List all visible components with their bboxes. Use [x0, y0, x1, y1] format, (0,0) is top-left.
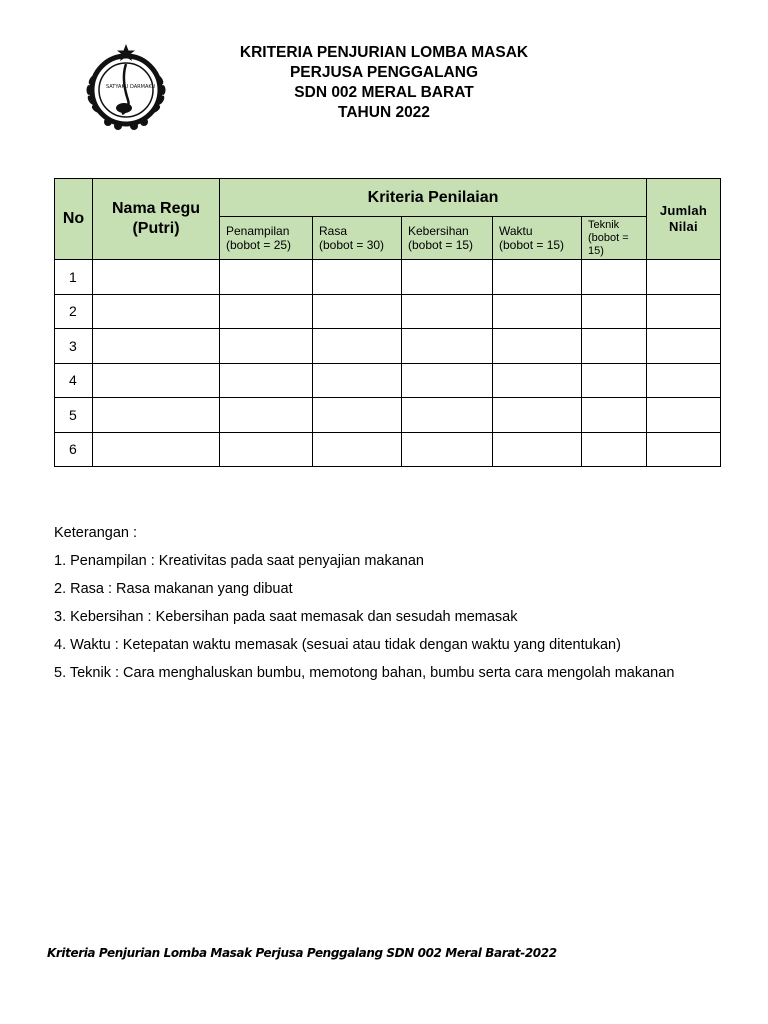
cell-penampilan[interactable]	[220, 363, 313, 398]
score-table	[54, 178, 721, 467]
criterion-weight: (bobot = 15)	[588, 231, 629, 257]
cell-nama-regu[interactable]	[93, 432, 220, 467]
header-jumlah-line: Nilai	[669, 219, 698, 234]
cell-rasa[interactable]	[313, 363, 402, 398]
cell-teknik[interactable]	[582, 260, 647, 295]
cell-kebersihan[interactable]	[402, 363, 493, 398]
criterion-header	[493, 217, 582, 260]
criterion-weight: (bobot = 15)	[499, 238, 565, 252]
cell-nama-regu[interactable]	[93, 294, 220, 329]
header-jumlah-line: Jumlah	[659, 203, 708, 218]
cell-penampilan[interactable]	[220, 398, 313, 433]
note-item: 1. Penampilan : Kreativitas pada saat penyajian makanan	[54, 553, 424, 569]
cell-rasa[interactable]	[313, 432, 402, 467]
cell-penampilan[interactable]	[220, 260, 313, 295]
row-number: 2	[55, 294, 93, 329]
title-line: SDN 002 MERAL BARAT	[294, 84, 474, 101]
cell-jumlah-nilai[interactable]	[647, 329, 721, 364]
criterion-weight: (bobot = 15)	[408, 238, 474, 252]
cell-penampilan[interactable]	[220, 294, 313, 329]
cell-rasa[interactable]	[313, 260, 402, 295]
cell-nama-regu[interactable]	[93, 260, 220, 295]
criterion-name: Penampilan	[226, 224, 290, 238]
criterion-header	[220, 217, 313, 260]
document-title	[184, 43, 584, 123]
cell-kebersihan[interactable]	[402, 260, 493, 295]
header-nama-line: (Putri)	[132, 220, 180, 237]
scout-emblem-icon	[78, 42, 174, 130]
notes-heading: Keterangan :	[54, 525, 138, 541]
cell-rasa[interactable]	[313, 294, 402, 329]
title-line: TAHUN 2022	[338, 104, 430, 121]
logo-text-right: DARMAKU	[130, 84, 156, 90]
cell-nama-regu[interactable]	[93, 363, 220, 398]
cell-jumlah-nilai[interactable]	[647, 398, 721, 433]
cell-waktu[interactable]	[493, 329, 582, 364]
criterion-header	[582, 217, 647, 260]
cell-teknik[interactable]	[582, 294, 647, 329]
header-jumlah-nilai	[647, 179, 721, 260]
cell-teknik[interactable]	[582, 329, 647, 364]
table-row	[55, 260, 721, 295]
criterion-header	[313, 217, 402, 260]
score-table-body	[55, 260, 721, 467]
cell-kebersihan[interactable]	[402, 432, 493, 467]
cell-kebersihan[interactable]	[402, 329, 493, 364]
cell-nama-regu[interactable]	[93, 398, 220, 433]
cell-jumlah-nilai[interactable]	[647, 294, 721, 329]
cell-kebersihan[interactable]	[402, 398, 493, 433]
cell-rasa[interactable]	[313, 398, 402, 433]
table-row	[55, 294, 721, 329]
cell-jumlah-nilai[interactable]	[647, 363, 721, 398]
table-row	[55, 329, 721, 364]
criterion-name: Kebersihan	[408, 224, 469, 238]
row-number: 3	[55, 329, 93, 364]
row-number: 4	[55, 363, 93, 398]
header-nama-regu	[93, 179, 220, 260]
cell-kebersihan[interactable]	[402, 294, 493, 329]
cell-waktu[interactable]	[493, 260, 582, 295]
notes-section	[54, 519, 744, 687]
page-footer: Kriteria Penjurian Lomba Masak Perjusa Penggalang SDN 002 Meral Barat-2022	[47, 946, 557, 960]
criterion-name: Waktu	[499, 224, 533, 238]
cell-waktu[interactable]	[493, 432, 582, 467]
cell-teknik[interactable]	[582, 398, 647, 433]
cell-teknik[interactable]	[582, 363, 647, 398]
criterion-name: Teknik	[588, 218, 620, 231]
cell-rasa[interactable]	[313, 329, 402, 364]
header-no: No	[55, 179, 93, 260]
note-item: 4. Waktu : Ketepatan waktu memasak (sesuai atau tidak dengan waktu yang ditentukan)	[54, 637, 621, 653]
cell-teknik[interactable]	[582, 432, 647, 467]
table-row	[55, 363, 721, 398]
criterion-weight: (bobot = 30)	[319, 238, 385, 252]
row-number: 6	[55, 432, 93, 467]
note-item: 3. Kebersihan : Kebersihan pada saat memasak dan sesudah memasak	[54, 609, 518, 625]
cell-nama-regu[interactable]	[93, 329, 220, 364]
header-kriteria-penilaian: Kriteria Penilaian	[220, 179, 647, 217]
cell-waktu[interactable]	[493, 294, 582, 329]
cell-waktu[interactable]	[493, 363, 582, 398]
cell-jumlah-nilai[interactable]	[647, 432, 721, 467]
table-row	[55, 432, 721, 467]
cell-waktu[interactable]	[493, 398, 582, 433]
criterion-header	[402, 217, 493, 260]
title-line: PERJUSA PENGGALANG	[289, 64, 479, 81]
criterion-weight: (bobot = 25)	[226, 238, 292, 252]
table-row	[55, 398, 721, 433]
note-item: 2. Rasa : Rasa makanan yang dibuat	[54, 581, 293, 597]
header-nama-line: Nama Regu	[111, 200, 201, 217]
cell-penampilan[interactable]	[220, 432, 313, 467]
logo-text-left: SATYAKU	[106, 84, 129, 90]
row-number: 1	[55, 260, 93, 295]
criterion-name: Rasa	[319, 224, 348, 238]
title-line: KRITERIA PENJURIAN LOMBA MASAK	[239, 44, 529, 61]
cell-penampilan[interactable]	[220, 329, 313, 364]
note-item: 5. Teknik : Cara menghaluskan bumbu, memotong bahan, bumbu serta cara mengolah makanan	[54, 665, 675, 681]
row-number: 5	[55, 398, 93, 433]
cell-jumlah-nilai[interactable]	[647, 260, 721, 295]
